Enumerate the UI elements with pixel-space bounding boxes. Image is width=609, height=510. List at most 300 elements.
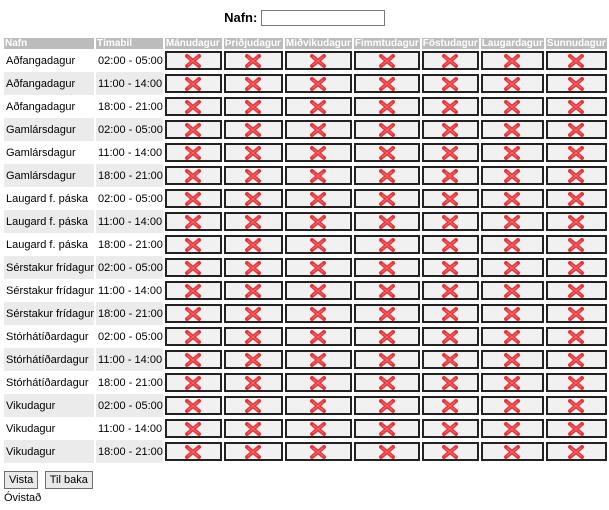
toggle-day-button[interactable] (165, 51, 222, 70)
red-x-icon (503, 238, 521, 252)
red-x-icon (441, 330, 459, 344)
red-x-icon (378, 146, 396, 160)
day-cell (224, 49, 283, 72)
day-cell (422, 256, 479, 279)
day-cell (354, 141, 420, 164)
toggle-day-button[interactable] (224, 97, 283, 116)
toggle-day-button[interactable] (481, 327, 544, 346)
row-time: 18:00 - 21:00 (98, 376, 163, 389)
toggle-day-button[interactable] (422, 120, 479, 139)
toggle-day-button[interactable] (224, 166, 283, 185)
toggle-day-button[interactable] (165, 166, 222, 185)
day-cell (224, 118, 283, 141)
day-cell (224, 95, 283, 118)
toggle-day-button[interactable] (285, 304, 352, 323)
day-cell (285, 187, 352, 210)
toggle-day-button[interactable] (422, 258, 479, 277)
toggle-day-button[interactable] (481, 189, 544, 208)
toggle-day-button[interactable] (165, 396, 222, 415)
day-cell (224, 440, 283, 463)
red-x-icon (184, 54, 202, 68)
toggle-day-button[interactable] (546, 281, 607, 300)
toggle-day-button[interactable] (422, 304, 479, 323)
column-header-day-6: Laugardagur (481, 38, 543, 49)
row-name: Vikudagur (6, 422, 56, 435)
day-cell (165, 233, 222, 256)
toggle-day-button[interactable] (422, 189, 479, 208)
toggle-day-button[interactable] (354, 304, 420, 323)
day-cell (546, 210, 607, 233)
day-cell (354, 187, 420, 210)
day-cell (546, 164, 607, 187)
red-x-icon (503, 445, 521, 459)
red-x-icon (503, 261, 521, 275)
toggle-day-button[interactable] (546, 442, 607, 461)
toggle-day-button[interactable] (422, 396, 479, 415)
day-cell (481, 49, 544, 72)
toggle-day-button[interactable] (285, 258, 352, 277)
toggle-day-button[interactable] (481, 143, 544, 162)
day-cell (285, 118, 352, 141)
red-x-icon (441, 261, 459, 275)
toggle-day-button[interactable] (224, 74, 283, 93)
toggle-day-button[interactable] (165, 304, 222, 323)
toggle-day-button[interactable] (224, 327, 283, 346)
red-x-icon (567, 445, 585, 459)
toggle-day-button[interactable] (546, 350, 607, 369)
day-cell (224, 256, 283, 279)
toggle-day-button[interactable] (354, 166, 420, 185)
toggle-day-button[interactable] (224, 419, 283, 438)
row-name: Sérstakur frídagur (6, 284, 95, 297)
toggle-day-button[interactable] (481, 442, 544, 461)
toggle-day-button[interactable] (422, 74, 479, 93)
day-cell (285, 302, 352, 325)
toggle-day-button[interactable] (481, 304, 544, 323)
red-x-icon (503, 192, 521, 206)
toggle-day-button[interactable] (422, 212, 479, 231)
day-cell (422, 302, 479, 325)
day-cell (354, 118, 420, 141)
table-row (4, 348, 607, 371)
row-name: Aðfangadagur (4, 72, 94, 95)
toggle-day-button[interactable] (422, 419, 479, 438)
toggle-day-button[interactable] (354, 281, 420, 300)
red-x-icon (503, 307, 521, 321)
toggle-day-button[interactable] (481, 97, 544, 116)
toggle-day-button[interactable] (285, 166, 352, 185)
day-cell (285, 49, 352, 72)
red-x-icon (244, 353, 262, 367)
row-time: 02:00 - 05:00 (96, 394, 163, 417)
toggle-day-button[interactable] (354, 212, 420, 231)
toggle-day-button[interactable] (546, 419, 607, 438)
red-x-icon (309, 307, 327, 321)
toggle-day-button[interactable] (422, 143, 479, 162)
red-x-icon (567, 422, 585, 436)
red-x-icon (378, 238, 396, 252)
toggle-day-button[interactable] (354, 189, 420, 208)
toggle-day-button[interactable] (224, 212, 283, 231)
day-cell (481, 256, 544, 279)
day-cell (224, 233, 283, 256)
toggle-day-button[interactable] (224, 189, 283, 208)
day-cell (354, 233, 420, 256)
toggle-day-button[interactable] (354, 419, 420, 438)
day-cell (481, 302, 544, 325)
row-time: 02:00 - 05:00 (98, 330, 163, 343)
red-x-icon (309, 169, 327, 183)
row-name: Gamlársdagur (4, 118, 94, 141)
day-cell (285, 394, 352, 417)
toggle-day-button[interactable] (285, 235, 352, 254)
toggle-day-button[interactable] (224, 350, 283, 369)
toggle-day-button[interactable] (354, 51, 420, 70)
red-x-icon (244, 307, 262, 321)
red-x-icon (309, 77, 327, 91)
day-cell (422, 371, 479, 394)
toggle-day-button[interactable] (165, 258, 222, 277)
column-header-name: Nafn (4, 38, 94, 49)
red-x-icon (503, 215, 521, 229)
toggle-day-button[interactable] (224, 120, 283, 139)
toggle-day-button[interactable] (422, 281, 479, 300)
red-x-icon (441, 123, 459, 137)
row-time: 11:00 - 14:00 (98, 146, 163, 159)
red-x-icon (184, 307, 202, 321)
toggle-day-button[interactable] (285, 143, 352, 162)
red-x-icon (184, 445, 202, 459)
day-cell (354, 95, 420, 118)
save-status: Óvistað (4, 492, 42, 504)
toggle-day-button[interactable] (285, 281, 352, 300)
toggle-day-button[interactable] (285, 189, 352, 208)
toggle-day-button[interactable] (224, 143, 283, 162)
red-x-icon (244, 330, 262, 344)
red-x-icon (567, 54, 585, 68)
toggle-day-button[interactable] (422, 235, 479, 254)
toggle-day-button[interactable] (354, 373, 420, 392)
row-time: 18:00 - 21:00 (96, 164, 163, 187)
toggle-day-button[interactable] (165, 120, 222, 139)
toggle-day-button[interactable] (285, 74, 352, 93)
table-row (4, 72, 607, 95)
toggle-day-button[interactable] (165, 281, 222, 300)
day-cell (165, 279, 222, 302)
toggle-day-button[interactable] (481, 51, 544, 70)
toggle-day-button[interactable] (481, 396, 544, 415)
row-time: 18:00 - 21:00 (96, 440, 163, 463)
red-x-icon (567, 284, 585, 298)
toggle-day-button[interactable] (481, 74, 544, 93)
red-x-icon (244, 123, 262, 137)
red-x-icon (503, 284, 521, 298)
red-x-icon (503, 54, 521, 68)
column-header-day-7: Sunnudagur (546, 38, 606, 49)
toggle-day-button[interactable] (546, 189, 607, 208)
toggle-day-button[interactable] (546, 396, 607, 415)
day-cell (354, 417, 420, 440)
day-cell (546, 95, 607, 118)
row-name: Laugard f. páska (4, 210, 94, 233)
toggle-day-button[interactable] (224, 281, 283, 300)
toggle-day-button[interactable] (354, 235, 420, 254)
red-x-icon (378, 100, 396, 114)
red-x-icon (441, 146, 459, 160)
red-x-icon (309, 54, 327, 68)
day-cell (546, 279, 607, 302)
day-cell (285, 233, 352, 256)
table-row (4, 371, 607, 394)
toggle-day-button[interactable] (354, 396, 420, 415)
row-time: 02:00 - 05:00 (98, 192, 163, 205)
table-row (4, 394, 607, 417)
red-x-icon (441, 284, 459, 298)
table-row (4, 141, 607, 164)
red-x-icon (244, 192, 262, 206)
toggle-day-button[interactable] (481, 281, 544, 300)
red-x-icon (378, 330, 396, 344)
day-cell (285, 348, 352, 371)
toggle-day-button[interactable] (354, 350, 420, 369)
toggle-day-button[interactable] (285, 97, 352, 116)
toggle-day-button[interactable] (224, 235, 283, 254)
day-cell (354, 72, 420, 95)
toggle-day-button[interactable] (546, 143, 607, 162)
toggle-day-button[interactable] (285, 419, 352, 438)
red-x-icon (441, 445, 459, 459)
red-x-icon (378, 445, 396, 459)
toggle-day-button[interactable] (546, 373, 607, 392)
red-x-icon (184, 192, 202, 206)
toggle-day-button[interactable] (422, 350, 479, 369)
toggle-day-button[interactable] (354, 120, 420, 139)
red-x-icon (567, 169, 585, 183)
row-name: Gamlársdagur (6, 146, 76, 159)
toggle-day-button[interactable] (354, 327, 420, 346)
toggle-day-button[interactable] (165, 419, 222, 438)
toggle-day-button[interactable] (285, 442, 352, 461)
day-cell (481, 440, 544, 463)
toggle-day-button[interactable] (422, 442, 479, 461)
toggle-day-button[interactable] (285, 373, 352, 392)
toggle-day-button[interactable] (546, 235, 607, 254)
row-name: Vikudagur (4, 440, 94, 463)
red-x-icon (184, 146, 202, 160)
toggle-day-button[interactable] (481, 235, 544, 254)
table-row (4, 49, 607, 72)
day-cell (546, 256, 607, 279)
toggle-day-button[interactable] (165, 212, 222, 231)
toggle-day-button[interactable] (165, 442, 222, 461)
row-time: 11:00 - 14:00 (96, 348, 163, 371)
red-x-icon (244, 146, 262, 160)
toggle-day-button[interactable] (224, 51, 283, 70)
toggle-day-button[interactable] (481, 120, 544, 139)
red-x-icon (309, 123, 327, 137)
toggle-day-button[interactable] (546, 166, 607, 185)
day-cell (481, 164, 544, 187)
toggle-day-button[interactable] (165, 373, 222, 392)
toggle-day-button[interactable] (546, 212, 607, 231)
red-x-icon (184, 123, 202, 137)
red-x-icon (184, 376, 202, 390)
column-header-day-1: Mánudagur (165, 38, 222, 49)
red-x-icon (184, 284, 202, 298)
toggle-day-button[interactable] (285, 212, 352, 231)
toggle-day-button[interactable] (422, 373, 479, 392)
red-x-icon (441, 169, 459, 183)
toggle-day-button[interactable] (481, 258, 544, 277)
schedule-table (2, 38, 609, 463)
red-x-icon (244, 399, 262, 413)
row-name: Laugard f. páska (6, 192, 88, 205)
day-cell (422, 72, 479, 95)
toggle-day-button[interactable] (546, 51, 607, 70)
toggle-day-button[interactable] (165, 74, 222, 93)
day-cell (481, 141, 544, 164)
toggle-day-button[interactable] (546, 304, 607, 323)
toggle-day-button[interactable] (546, 97, 607, 116)
red-x-icon (567, 261, 585, 275)
red-x-icon (244, 261, 262, 275)
red-x-icon (378, 261, 396, 275)
red-x-icon (309, 261, 327, 275)
back-button[interactable]: Til baka (45, 471, 93, 489)
toggle-day-button[interactable] (285, 120, 352, 139)
red-x-icon (503, 123, 521, 137)
red-x-icon (503, 399, 521, 413)
red-x-icon (244, 77, 262, 91)
red-x-icon (441, 422, 459, 436)
day-cell (354, 325, 420, 348)
day-cell (422, 210, 479, 233)
day-cell (285, 164, 352, 187)
day-cell (481, 348, 544, 371)
row-name: Laugard f. páska (6, 238, 88, 251)
red-x-icon (378, 399, 396, 413)
red-x-icon (184, 215, 202, 229)
table-row (4, 210, 607, 233)
toggle-day-button[interactable] (165, 97, 222, 116)
red-x-icon (309, 330, 327, 344)
toggle-day-button[interactable] (354, 442, 420, 461)
save-button[interactable]: Vista (4, 471, 38, 489)
row-time: 11:00 - 14:00 (96, 72, 163, 95)
day-cell (546, 72, 607, 95)
toggle-day-button[interactable] (354, 143, 420, 162)
toggle-day-button[interactable] (165, 143, 222, 162)
red-x-icon (244, 238, 262, 252)
toggle-day-button[interactable] (165, 327, 222, 346)
toggle-day-button[interactable] (481, 350, 544, 369)
toggle-day-button[interactable] (354, 258, 420, 277)
toggle-day-button[interactable] (546, 74, 607, 93)
day-cell (422, 141, 479, 164)
column-header-day-3: Miðvikudagur (285, 38, 351, 49)
red-x-icon (244, 169, 262, 183)
red-x-icon (567, 238, 585, 252)
day-cell (546, 49, 607, 72)
toggle-day-button[interactable] (165, 350, 222, 369)
toggle-day-button[interactable] (422, 97, 479, 116)
day-cell (224, 187, 283, 210)
row-time: 02:00 - 05:00 (96, 118, 163, 141)
red-x-icon (378, 192, 396, 206)
red-x-icon (378, 307, 396, 321)
toggle-day-button[interactable] (481, 166, 544, 185)
toggle-day-button[interactable] (422, 51, 479, 70)
name-input[interactable] (261, 10, 385, 26)
day-cell (354, 164, 420, 187)
day-cell (224, 141, 283, 164)
toggle-day-button[interactable] (546, 120, 607, 139)
red-x-icon (567, 77, 585, 91)
red-x-icon (378, 169, 396, 183)
toggle-day-button[interactable] (285, 350, 352, 369)
red-x-icon (184, 169, 202, 183)
red-x-icon (309, 238, 327, 252)
toggle-day-button[interactable] (422, 166, 479, 185)
red-x-icon (309, 399, 327, 413)
toggle-day-button[interactable] (481, 373, 544, 392)
toggle-day-button[interactable] (224, 396, 283, 415)
day-cell (481, 279, 544, 302)
red-x-icon (441, 77, 459, 91)
red-x-icon (503, 353, 521, 367)
toggle-day-button[interactable] (224, 304, 283, 323)
day-cell (165, 256, 222, 279)
toggle-day-button[interactable] (546, 258, 607, 277)
day-cell (354, 371, 420, 394)
day-cell (422, 164, 479, 187)
row-name: Stórhátíðardagur (4, 348, 94, 371)
day-cell (165, 325, 222, 348)
row-name: Stórhátíðardagur (6, 330, 89, 343)
red-x-icon (441, 238, 459, 252)
day-cell (422, 440, 479, 463)
toggle-day-button[interactable] (285, 396, 352, 415)
toggle-day-button[interactable] (481, 212, 544, 231)
row-time: 18:00 - 21:00 (96, 302, 163, 325)
red-x-icon (503, 169, 521, 183)
red-x-icon (184, 330, 202, 344)
day-cell (285, 417, 352, 440)
red-x-icon (503, 422, 521, 436)
toggle-day-button[interactable] (354, 74, 420, 93)
toggle-day-button[interactable] (165, 235, 222, 254)
table-row (4, 302, 607, 325)
day-cell (165, 417, 222, 440)
toggle-day-button[interactable] (224, 258, 283, 277)
toggle-day-button[interactable] (285, 51, 352, 70)
toggle-day-button[interactable] (354, 97, 420, 116)
column-header-day-4: Fimmtudagur (354, 38, 419, 49)
day-cell (224, 210, 283, 233)
toggle-day-button[interactable] (224, 442, 283, 461)
red-x-icon (567, 215, 585, 229)
toggle-day-button[interactable] (165, 189, 222, 208)
red-x-icon (244, 215, 262, 229)
red-x-icon (184, 261, 202, 275)
day-cell (422, 95, 479, 118)
toggle-day-button[interactable] (285, 327, 352, 346)
toggle-day-button[interactable] (481, 419, 544, 438)
toggle-day-button[interactable] (422, 327, 479, 346)
day-cell (354, 49, 420, 72)
toggle-day-button[interactable] (546, 327, 607, 346)
toggle-day-button[interactable] (224, 373, 283, 392)
